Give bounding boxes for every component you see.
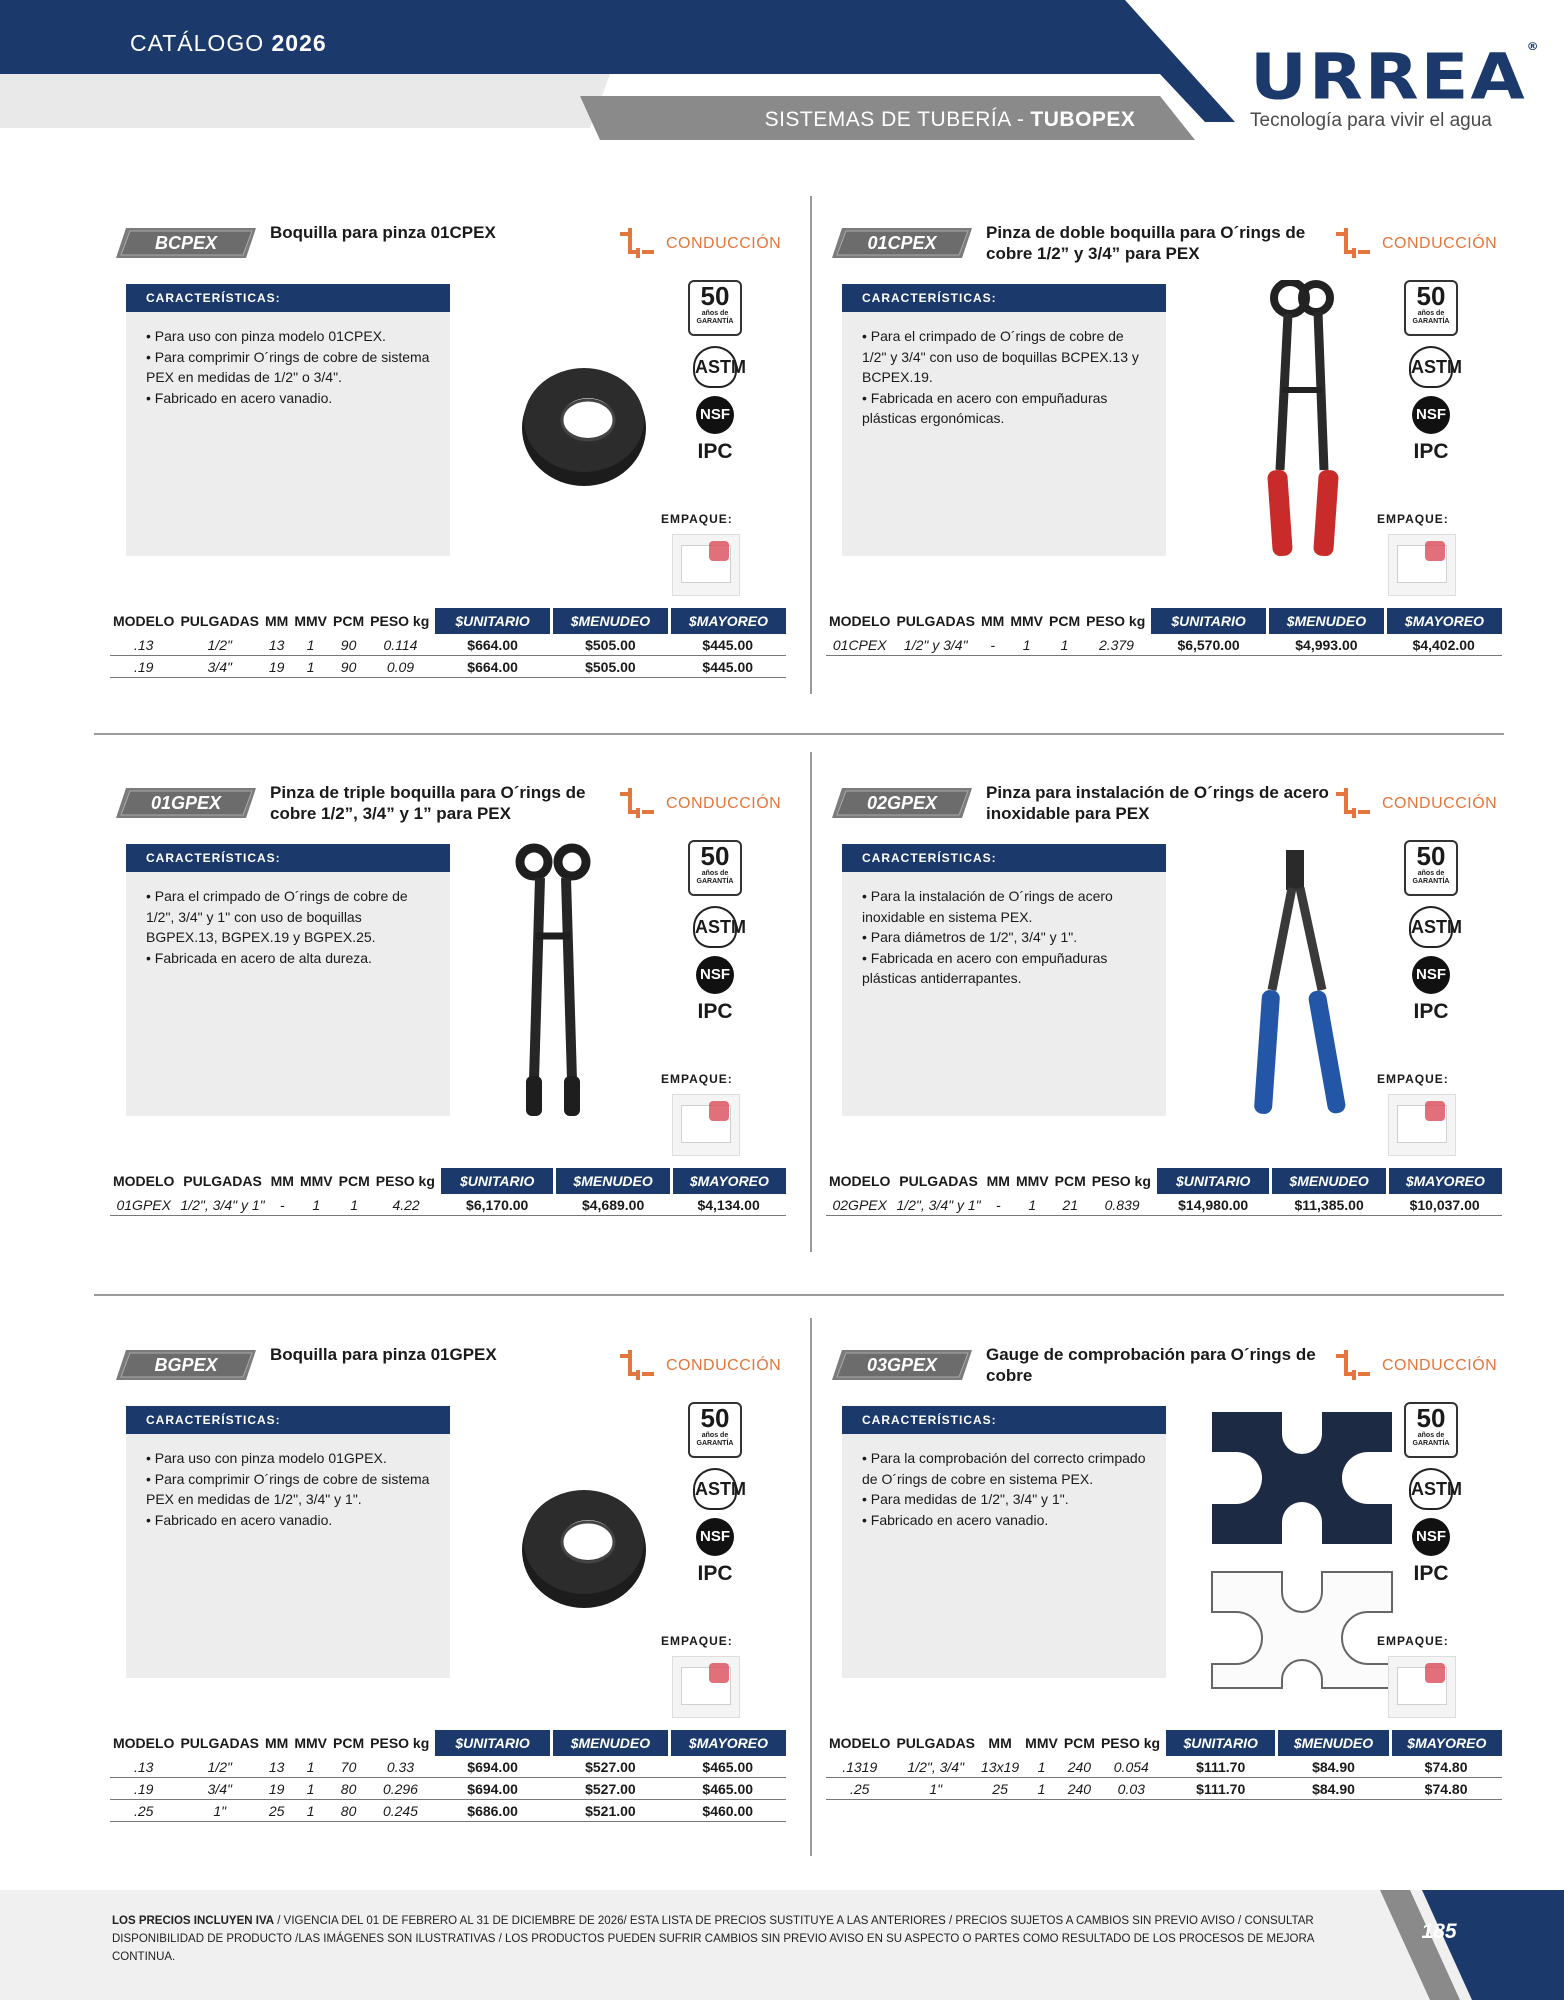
table-cell: 1 [1022, 1756, 1061, 1778]
table-cell: - [984, 1194, 1013, 1216]
table-cell: 1" [177, 1800, 262, 1822]
packaging-image [672, 1094, 740, 1156]
table-row [110, 656, 786, 678]
table-cell: 1/2", 3/4" [893, 1756, 978, 1778]
conduction-icon [1332, 1348, 1376, 1384]
feature-item: • Fabricada en acero con empuñaduras plásticas antiderrapantes. [862, 948, 1152, 989]
price-table [826, 608, 1502, 656]
table-cell: $4,993.00 [1267, 634, 1385, 656]
column-header: MODELO [829, 613, 891, 629]
table-cell: 13x19 [978, 1756, 1022, 1778]
table-cell: 1/2" y 3/4" [893, 634, 978, 656]
table-cell: $14,980.00 [1155, 1194, 1271, 1216]
table-cell: $111.70 [1165, 1778, 1277, 1800]
column-header: $MENUDEO [551, 1730, 669, 1756]
column-header: PULGADAS [899, 1173, 978, 1189]
column-header: PULGADAS [180, 613, 260, 629]
feature-item: • Para la instalación de O´rings de acero inoxidable en sistema PEX. [862, 886, 1152, 927]
packaging-label: EMPAQUE: [661, 512, 733, 526]
column-header: MODELO [113, 1735, 175, 1751]
feature-item: • Para comprimir O´rings de cobre de sistema PEX en medidas de 1/2" o 3/4". [146, 347, 436, 388]
table-cell: 21 [1052, 1194, 1089, 1216]
table-cell: 90 [330, 656, 367, 678]
table-cell: .25 [826, 1778, 893, 1800]
product-image-nozzle [476, 1402, 686, 1692]
table-cell: 0.839 [1089, 1194, 1156, 1216]
conduction-icon [616, 786, 660, 822]
column-header: PULGADAS [896, 1735, 976, 1751]
table-cell: 80 [330, 1800, 367, 1822]
features-box [842, 844, 1166, 1116]
packaging-image [1388, 1094, 1456, 1156]
astm-icon: ASTM [693, 346, 737, 388]
column-header: $UNITARIO [439, 1168, 555, 1194]
table-cell: 1 [1013, 1194, 1052, 1216]
table-row [826, 1778, 1502, 1800]
table-cell: $460.00 [669, 1800, 786, 1822]
column-header: PULGADAS [180, 1735, 260, 1751]
table-cell: 13 [262, 634, 291, 656]
conduction-badge: CONDUCCIÓN [1332, 226, 1497, 262]
table-cell: 19 [262, 1778, 291, 1800]
ipc-icon: IPC [1413, 1000, 1449, 1023]
conduction-badge: CONDUCCIÓN [1332, 1348, 1497, 1384]
column-header: PESO kg [375, 1173, 435, 1189]
table-cell: $694.00 [434, 1756, 552, 1778]
table-cell: $664.00 [434, 656, 552, 678]
certifications [682, 1402, 748, 1586]
packaging-image [672, 534, 740, 596]
product-image-gauge [1192, 1402, 1402, 1692]
table-cell: 1 [291, 1778, 330, 1800]
table-cell: 1/2" [177, 634, 262, 656]
features-heading: CARACTERÍSTICAS: [126, 284, 450, 312]
footer-disclaimer: LOS PRECIOS INCLUYEN IVA / VIGENCIA DEL 01 DE FEBRERO AL 31 DE DICIEMBRE DE 2026/ ESTA LISTA DE PRECIOS SUSTITUYE A LAS ANTERIORES / PRECIOS SUJETOS A CAMBIOS SIN PREVIO AVISO / CONSULTAR DISPONIBILIDAD DE PRODUCTO /LAS IMÁGENES SON ILUSTRATIVAS / LOS PRODUCTOS PUEDEN SUFRIR CAMBIOS SIN PREVIO AVISO EN SU ASPECTO O PARTES COMO RESULTADO DE LOS PROCESOS DE MEJORA CONTINUA. [112, 1915, 1314, 1963]
table-cell: 80 [330, 1778, 367, 1800]
table-cell: 19 [262, 656, 291, 678]
price-table [826, 1168, 1502, 1216]
packaging-label: EMPAQUE: [661, 1634, 733, 1648]
ipc-icon: IPC [697, 1000, 733, 1023]
table-cell: $11,385.00 [1271, 1194, 1387, 1216]
table-cell: 01GPEX [110, 1194, 177, 1216]
conduction-badge: CONDUCCIÓN [616, 1348, 781, 1384]
table-cell: 70 [330, 1756, 367, 1778]
column-header: MODELO [829, 1735, 891, 1751]
table-header-row [826, 608, 1502, 634]
product-card-bcpex [96, 200, 786, 720]
feature-item: • Para medidas de 1/2", 3/4" y 1". [862, 1489, 1152, 1510]
table-header-row [110, 608, 786, 634]
warranty-50-icon: 50 años de GARANTÍA [688, 1402, 742, 1458]
column-header: $MENUDEO [1277, 1730, 1390, 1756]
page-number: 185 [1421, 1920, 1457, 1943]
table-cell: $445.00 [669, 656, 786, 678]
table-cell: $74.80 [1390, 1778, 1502, 1800]
column-header: PCM [1049, 613, 1081, 629]
product-card-03gpex [812, 1322, 1502, 1842]
column-header: MODELO [113, 613, 175, 629]
table-cell: $505.00 [551, 634, 669, 656]
column-header: MMV [294, 1735, 328, 1751]
product-title: Pinza para instalación de O´rings de acero inoxidable para PEX [986, 783, 1329, 823]
catalog-label: CATÁLOGO 2026 [130, 30, 327, 56]
table-cell: $84.90 [1277, 1778, 1390, 1800]
table-cell: $4,134.00 [671, 1194, 786, 1216]
column-header: $UNITARIO [1155, 1168, 1271, 1194]
table-cell: $4,402.00 [1385, 634, 1502, 656]
features-box [126, 284, 450, 556]
column-header: PESO kg [370, 1735, 430, 1751]
table-cell: $505.00 [551, 656, 669, 678]
packaging-label: EMPAQUE: [1377, 512, 1449, 526]
column-header: $MAYOREO [1390, 1730, 1502, 1756]
table-cell: 0.33 [367, 1756, 434, 1778]
conduction-badge: CONDUCCIÓN [616, 226, 781, 262]
nsf-icon: NSF [696, 1518, 734, 1556]
product-card-bgpex [96, 1322, 786, 1842]
table-cell: 1 [336, 1194, 373, 1216]
column-header: PCM [1054, 1173, 1086, 1189]
product-title: Pinza de doble boquilla para O´rings de cobre 1/2” y 3/4” para PEX [986, 223, 1306, 263]
astm-icon: ASTM [693, 1468, 737, 1510]
table-cell: 25 [978, 1778, 1022, 1800]
column-header: $MENUDEO [551, 608, 669, 634]
feature-item: • Fabricada en acero con empuñaduras plásticas ergonómicas. [862, 388, 1152, 429]
row-divider [94, 1294, 1504, 1296]
table-cell: 240 [1061, 1756, 1098, 1778]
column-header: MMV [294, 613, 328, 629]
model-code-tag: 01CPEX [832, 228, 972, 258]
column-header: PESO kg [370, 613, 430, 629]
product-image-plier-black [476, 840, 686, 1130]
page-number-tab [1380, 1890, 1564, 2000]
features-heading: CARACTERÍSTICAS: [126, 1406, 450, 1434]
column-header: MMV [1015, 1173, 1049, 1189]
astm-icon: ASTM [693, 906, 737, 948]
table-cell: $465.00 [669, 1778, 786, 1800]
product-title: Boquilla para pinza 01CPEX [270, 223, 496, 242]
column-header: PCM [338, 1173, 370, 1189]
table-cell: 90 [330, 634, 367, 656]
table-cell: 2.379 [1083, 634, 1150, 656]
table-cell: 4.22 [373, 1194, 440, 1216]
product-card-01cpex [812, 200, 1502, 720]
table-cell: $527.00 [551, 1756, 669, 1778]
table-cell: .25 [110, 1800, 177, 1822]
table-cell: 02GPEX [826, 1194, 893, 1216]
ipc-icon: IPC [697, 1562, 733, 1585]
table-cell: 1 [291, 656, 330, 678]
features-box [842, 284, 1166, 556]
table-cell: $111.70 [1165, 1756, 1277, 1778]
table-cell: .1319 [826, 1756, 893, 1778]
table-cell: $664.00 [434, 634, 552, 656]
product-card-02gpex [812, 760, 1502, 1280]
features-heading: CARACTERÍSTICAS: [842, 284, 1166, 312]
column-header: $UNITARIO [1150, 608, 1268, 634]
table-row [110, 1194, 786, 1216]
features-box [842, 1406, 1166, 1678]
table-cell: $694.00 [434, 1778, 552, 1800]
table-row [826, 634, 1502, 656]
column-header: MMV [1010, 613, 1044, 629]
features-list [842, 326, 1166, 429]
table-cell: 1 [1022, 1778, 1061, 1800]
warranty-50-icon: 50 años de GARANTÍA [688, 280, 742, 336]
column-header: PESO kg [1086, 613, 1146, 629]
features-list [126, 886, 450, 968]
feature-item: • Fabricado en acero vanadio. [146, 388, 436, 409]
column-header: MM [988, 1735, 1012, 1751]
column-header: PULGADAS [896, 613, 976, 629]
feature-item: • Para diámetros de 1/2", 3/4" y 1". [862, 927, 1152, 948]
column-header: $MENUDEO [1271, 1168, 1387, 1194]
feature-item: • Fabricada en acero de alta dureza. [146, 948, 436, 969]
table-cell: 01CPEX [826, 634, 893, 656]
table-cell: 1 [1007, 634, 1046, 656]
column-header: MMV [1025, 1735, 1058, 1751]
product-title: Boquilla para pinza 01GPEX [270, 1345, 497, 1364]
packaging-image [672, 1656, 740, 1718]
product-image-plier-red [1192, 280, 1402, 570]
price-table [110, 1730, 786, 1822]
table-cell: $74.80 [1390, 1756, 1502, 1778]
table-cell: 0.03 [1098, 1778, 1165, 1800]
feature-item: • Para el crimpado de O´rings de cobre de 1/2" y 3/4" con uso de boquillas BCPEX.13 y BCPEX.19. [862, 326, 1152, 388]
conduction-badge: CONDUCCIÓN [1332, 786, 1497, 822]
certifications [682, 840, 748, 1024]
features-box [126, 1406, 450, 1678]
model-code-tag: BGPEX [116, 1350, 256, 1380]
product-title: Pinza de triple boquilla para O´rings de cobre 1/2”, 3/4” y 1” para PEX [270, 783, 586, 823]
column-header: MMV [299, 1173, 333, 1189]
table-cell: 13 [262, 1756, 291, 1778]
features-heading: CARACTERÍSTICAS: [842, 1406, 1166, 1434]
column-header: $MAYOREO [1387, 1168, 1502, 1194]
table-cell: .13 [110, 634, 177, 656]
features-list [126, 326, 450, 408]
section-title: SISTEMAS DE TUBERÍA - TUBOPEX [764, 108, 1136, 131]
astm-icon: ASTM [1409, 1468, 1453, 1510]
column-header: PCM [333, 613, 365, 629]
table-header-row [826, 1168, 1502, 1194]
packaging-image [1388, 1656, 1456, 1718]
column-header: $MAYOREO [671, 1168, 786, 1194]
table-row [110, 1756, 786, 1778]
ipc-icon: IPC [1413, 1562, 1449, 1585]
certifications [1398, 280, 1464, 464]
price-table [110, 608, 786, 678]
brand-tagline: Tecnología para vivir el agua [1250, 110, 1492, 131]
packaging-label: EMPAQUE: [1377, 1072, 1449, 1086]
table-cell: 240 [1061, 1778, 1098, 1800]
packaging-image [1388, 534, 1456, 596]
product-card-01gpex [96, 760, 786, 1280]
warranty-50-icon: 50 años de GARANTÍA [1404, 280, 1458, 336]
nsf-icon: NSF [696, 396, 734, 434]
feature-item: • Para comprimir O´rings de cobre de sistema PEX en medidas de 1/2", 3/4" y 1". [146, 1469, 436, 1510]
row-divider [94, 733, 1504, 735]
table-cell: - [268, 1194, 297, 1216]
conduction-badge: CONDUCCIÓN [616, 786, 781, 822]
feature-item: • Para la comprobación del correcto crimpado de O´rings de cobre en sistema PEX. [862, 1448, 1152, 1489]
table-cell: 1 [1046, 634, 1083, 656]
table-cell: $521.00 [551, 1800, 669, 1822]
nsf-icon: NSF [1412, 1518, 1450, 1556]
packaging-label: EMPAQUE: [661, 1072, 733, 1086]
conduction-icon [616, 1348, 660, 1384]
warranty-50-icon: 50 años de GARANTÍA [688, 840, 742, 896]
table-cell: 1 [291, 1756, 330, 1778]
table-cell: 1/2", 3/4" y 1" [177, 1194, 267, 1216]
table-row [826, 1194, 1502, 1216]
model-code-tag: 02GPEX [832, 788, 972, 818]
column-header: $UNITARIO [434, 1730, 552, 1756]
table-cell: 0.09 [367, 656, 434, 678]
ipc-icon: IPC [697, 440, 733, 463]
column-header: MODELO [113, 1173, 175, 1189]
features-heading: CARACTERÍSTICAS: [126, 844, 450, 872]
table-cell: $686.00 [434, 1800, 552, 1822]
nsf-icon: NSF [1412, 396, 1450, 434]
table-cell: 1 [291, 1800, 330, 1822]
column-header: PESO kg [1100, 1735, 1161, 1751]
column-header: $UNITARIO [434, 608, 552, 634]
features-box [126, 844, 450, 1116]
table-row [110, 634, 786, 656]
warranty-50-icon: 50 años de GARANTÍA [1404, 840, 1458, 896]
certifications [1398, 1402, 1464, 1586]
warranty-50-icon: 50 años de GARANTÍA [1404, 1402, 1458, 1458]
table-cell: $527.00 [551, 1778, 669, 1800]
column-header: $MAYOREO [669, 1730, 786, 1756]
features-list [126, 1448, 450, 1530]
astm-icon: ASTM [1409, 346, 1453, 388]
conduction-icon [616, 226, 660, 262]
feature-item: • Para uso con pinza modelo 01GPEX. [146, 1448, 436, 1469]
column-header: PULGADAS [183, 1173, 262, 1189]
brand-logo: URREA® [1250, 40, 1541, 114]
column-header: MM [270, 1173, 294, 1189]
column-header: PCM [333, 1735, 365, 1751]
table-cell: 1/2" [177, 1756, 262, 1778]
table-cell: .13 [110, 1756, 177, 1778]
table-cell: 1 [291, 634, 330, 656]
table-header-row [110, 1168, 786, 1194]
column-header: MM [265, 1735, 289, 1751]
features-list [842, 1448, 1166, 1530]
table-cell: - [978, 634, 1007, 656]
feature-item: • Fabricado en acero vanadio. [146, 1510, 436, 1531]
product-image-plier-blue [1192, 840, 1402, 1130]
table-cell: 0.054 [1098, 1756, 1165, 1778]
table-cell: .19 [110, 1778, 177, 1800]
price-table [826, 1730, 1502, 1800]
feature-item: • Para el crimpado de O´rings de cobre de 1/2", 3/4" y 1" con uso de boquillas BGPEX.13, BGPEX.19 y BGPEX.25. [146, 886, 436, 948]
feature-item: • Para uso con pinza modelo 01CPEX. [146, 326, 436, 347]
table-cell: .19 [110, 656, 177, 678]
table-header-row [110, 1730, 786, 1756]
astm-icon: ASTM [1409, 906, 1453, 948]
nsf-icon: NSF [1412, 956, 1450, 994]
features-list [842, 886, 1166, 989]
column-header: $MAYOREO [669, 608, 786, 634]
features-heading: CARACTERÍSTICAS: [842, 844, 1166, 872]
column-header: $UNITARIO [1165, 1730, 1277, 1756]
conduction-icon [1332, 786, 1376, 822]
table-cell: 0.245 [367, 1800, 434, 1822]
feature-item: • Fabricado en acero vanadio. [862, 1510, 1152, 1531]
table-cell: 25 [262, 1800, 291, 1822]
table-cell: $4,689.00 [555, 1194, 671, 1216]
column-header: MODELO [829, 1173, 891, 1189]
table-row [110, 1800, 786, 1822]
table-cell: 1 [297, 1194, 336, 1216]
table-cell: $10,037.00 [1387, 1194, 1502, 1216]
product-title: Gauge de comprobación para O´rings de cobre [986, 1345, 1316, 1385]
certifications [682, 280, 748, 464]
price-table [110, 1168, 786, 1216]
column-header: MM [265, 613, 289, 629]
column-header: $MAYOREO [1385, 608, 1502, 634]
table-cell: $84.90 [1277, 1756, 1390, 1778]
table-row [110, 1778, 786, 1800]
table-cell: 0.296 [367, 1778, 434, 1800]
table-cell: 1/2", 3/4" y 1" [893, 1194, 983, 1216]
column-header: $MENUDEO [1267, 608, 1385, 634]
table-header-row [826, 1730, 1502, 1756]
model-code-tag: 03GPEX [832, 1350, 972, 1380]
table-cell: 1" [893, 1778, 978, 1800]
model-code-tag: BCPEX [116, 228, 256, 258]
column-header: PCM [1063, 1735, 1095, 1751]
nsf-icon: NSF [696, 956, 734, 994]
column-header: PESO kg [1091, 1173, 1151, 1189]
table-row [826, 1756, 1502, 1778]
product-image-nozzle [476, 280, 686, 570]
table-cell: $445.00 [669, 634, 786, 656]
table-cell: $6,170.00 [439, 1194, 555, 1216]
table-cell: 0.114 [367, 634, 434, 656]
table-cell: 3/4" [177, 1778, 262, 1800]
conduction-icon [1332, 226, 1376, 262]
certifications [1398, 840, 1464, 1024]
packaging-label: EMPAQUE: [1377, 1634, 1449, 1648]
table-cell: $6,570.00 [1150, 634, 1268, 656]
column-header: MM [981, 613, 1005, 629]
model-code-tag: 01GPEX [116, 788, 256, 818]
ipc-icon: IPC [1413, 440, 1449, 463]
column-header: MM [986, 1173, 1010, 1189]
table-cell: 3/4" [177, 656, 262, 678]
table-cell: $465.00 [669, 1756, 786, 1778]
column-header: $MENUDEO [555, 1168, 671, 1194]
